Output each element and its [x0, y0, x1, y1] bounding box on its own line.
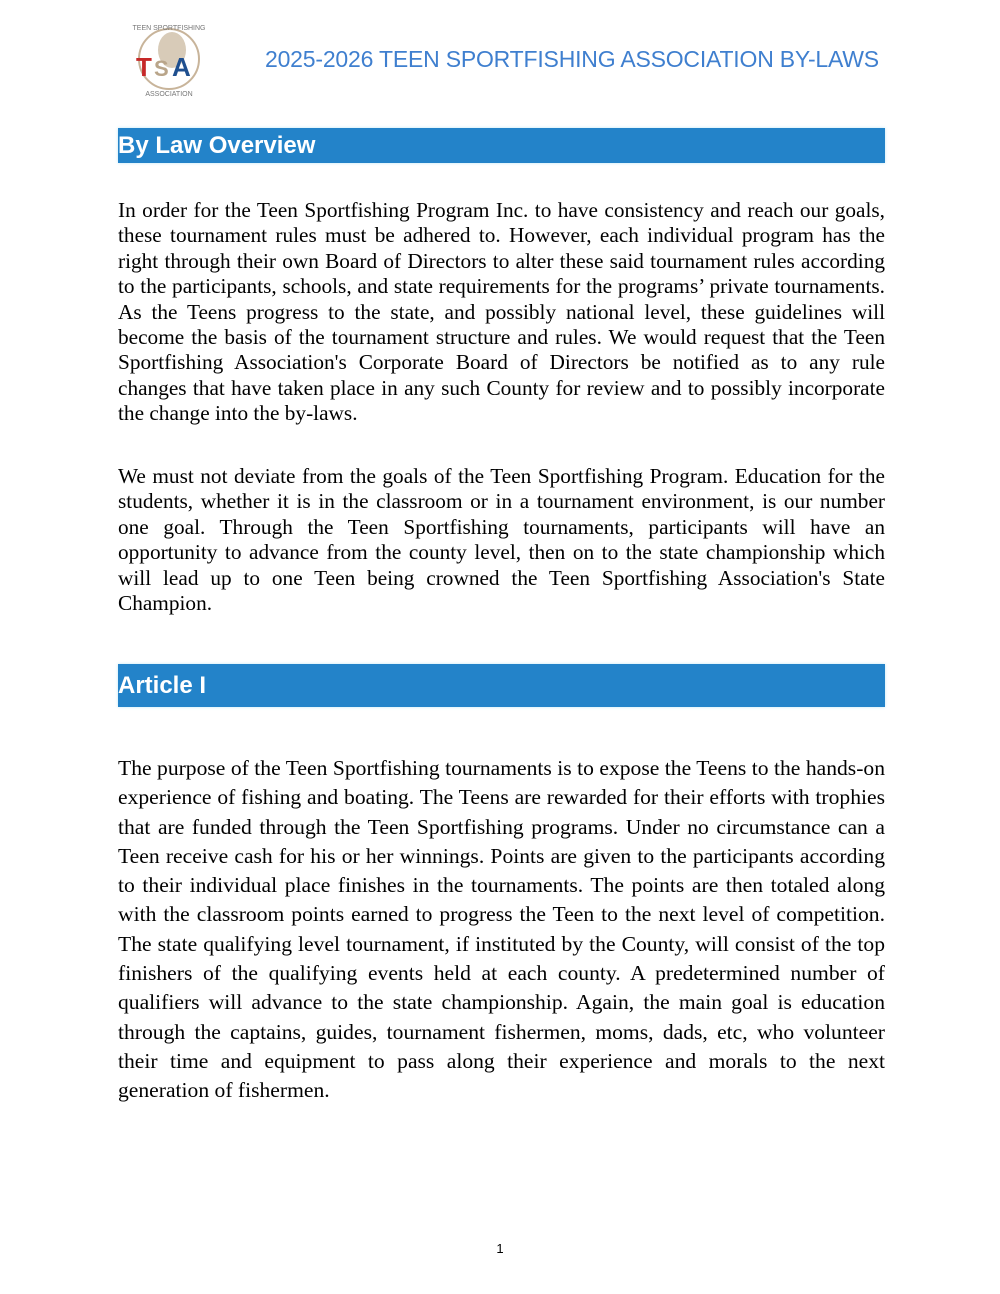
document-title: 2025-2026 TEEN SPORTFISHING ASSOCIATION BY-LAWS — [265, 46, 879, 72]
tsa-logo — [128, 18, 210, 100]
page-number: 1 — [496, 1241, 504, 1256]
svg-text:ASSOCIATION: ASSOCIATION — [145, 91, 193, 98]
section-heading-overview: By Law Overview — [118, 128, 885, 163]
svg-text:TEEN SPORTFISHING: TEEN SPORTFISHING — [132, 25, 206, 32]
svg-text:S: S — [154, 56, 169, 81]
overview-paragraph-2: We must not deviate from the goals of the Teen Sportfishing Program. Education for the students, whether it is in the classroom or in a tournament environment, is our number one goal. Through the Teen Sportfishing tournaments, participants will have an opportunity to advance from the county level, then on to the state championship which will lead up to one Teen being crowned the Teen Sportfishing Association's State Champion. — [118, 464, 885, 616]
svg-text:T: T — [136, 52, 152, 82]
article-1-paragraph: The purpose of the Teen Sportfishing tournaments is to expose the Teens to the hands-on experience of fishing and boating. The Teens are rewarded for their efforts with trophies that are funded through the Teen Sportfishing programs. Under no circumstance can a Teen receive cash for his or her winnings. Points are given to the participants according to their individual place finishes in the tournaments. The points are then totaled along with the classroom points earned to progress the Teen to the next level of competition. The state qualifying level tournament, if instituted by the County, will consist of the top finishers of the qualifying events held at each county. A predetermined number of qualifiers will advance to the state championship. Again, the main goal is education through the captains, guides, tournament fishermen, moms, dads, etc, who volunteer their time and equipment to pass along their experience and morals to the next generation of fishermen. — [118, 756, 885, 1103]
section-heading-article-1: Article I — [118, 664, 885, 707]
overview-paragraph-1: In order for the Teen Sportfishing Program Inc. to have consistency and reach our goals, these tournament rules must be adhered to. However, each individual program has the right through their own Board of Directors to alter these said tournament rules according to the participants, schools, and state requirements for the programs’ private tournaments. As the Teens progress to the state, and possibly national level, these guidelines will become the basis of the tournament structure and rules. We would request that the Teen Sportfishing Association's Corporate Board of Directors be notified as to any rule changes that have taken place in any such County for review and to possibly incorporate the change into the by-laws. — [118, 198, 885, 426]
svg-text:A: A — [172, 52, 191, 82]
